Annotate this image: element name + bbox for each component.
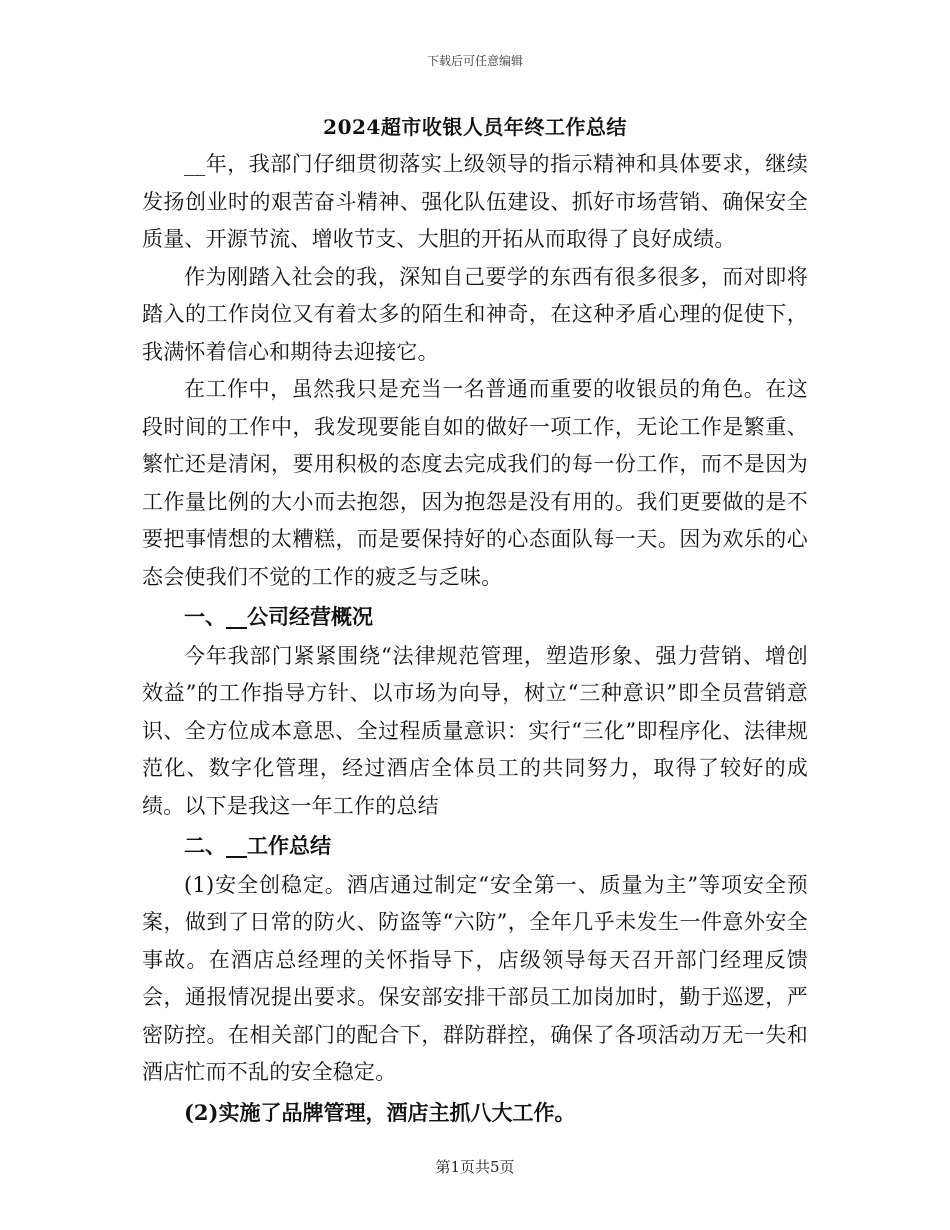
section-heading-overview: 一、__公司经营概况: [184, 604, 373, 629]
paragraph-newcomer: 作为刚踏入社会的我，深知自己要学的东西有很多很多，而对即将踏入的工作岗位又有着太多的陌生和神奇，在这种矛盾心理的促使下，我满怀着信心和期待去迎接它。: [142, 264, 808, 364]
header-note: 下载后可任意编辑: [426, 54, 523, 68]
section-heading-summary: 二、__工作总结: [184, 833, 331, 858]
paragraph-intro: __年，我部门仔细贯彻落实上级领导的指示精神和具体要求，继续发扬创业时的艰苦奋斗精神、强化队伍建设、抓好市场营销、确保安全质量、开源节流、增收节支、大胆的开拓从而取得了良好成绩。: [142, 152, 808, 251]
paragraph-safety: (1)安全创稳定。酒店通过制定“安全第一、质量为主”等项安全预案，做到了日常的防火、防盗等“六防”，全年几乎未发生一件意外安全事故。在酒店总经理的关怀指导下，店级领导每天召开部门经理反馈会，通报情况提出要求。保安部安排干部员工加岗加时，勤于巡逻，严密防控。在相关部门的配合下，群防群控，确保了各项活动万无一失和酒店忙而不乱的安全稳定。: [142, 872, 808, 1084]
paragraph-overview: 今年我部门紧紧围绕“法律规范管理，塑造形象、强力营销、增创效益”的工作指导方针、以市场为向导，树立“三种意识”即全员营销意识、全方位成本意思、全过程质量意识：实行“三化”即程序化、法律规范化、数字化管理，经过酒店全体员工的共同努力，取得了较好的成绩。以下是我这一年工作的总结: [142, 643, 808, 818]
subheading-brand-management: (2)实施了品牌管理，酒店主抓八大工作。: [184, 1099, 576, 1125]
page-number: 第1页共5页: [435, 1158, 515, 1176]
document-title: 2024超市收银人员年终工作总结: [323, 115, 627, 139]
document-body: [142, 112, 808, 1133]
paragraph-attitude: 在工作中，虽然我只是充当一名普通而重要的收银员的角色。在这段时间的工作中，我发现要能自如的做好一项工作，无论工作是繁重、繁忙还是清闲，要用积极的态度去完成我们的每一份工作，而不是因为工作量比例的大小而去抱怨，因为抱怨是没有用的。我们更要做的是不要把事情想的太糟糕，而是要保持好的心态面队每一天。因为欢乐的心态会使我们不觉的工作的疲乏与乏味。: [142, 377, 808, 589]
